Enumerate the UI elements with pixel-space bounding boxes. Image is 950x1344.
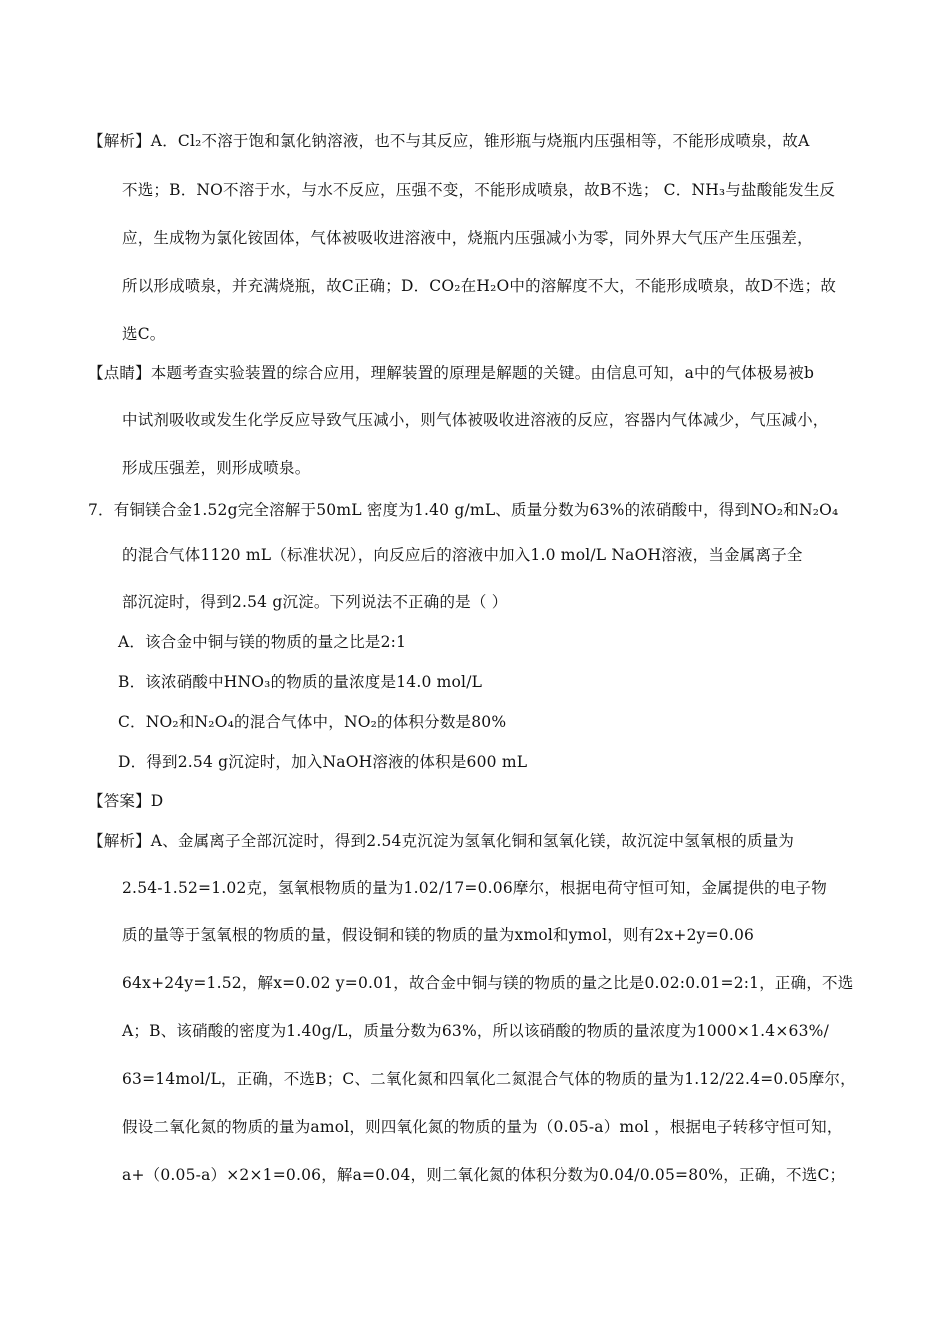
comment-line-2: 中试剂吸收或发生化学反应导致气压减小，则气体被吸收进溶液的反应，容器内气体减少，气压减小， [122, 411, 829, 429]
solution-line-4: 64x+24y=1.52，解x=0.02 y=0.01，故合金中铜与镁的物质的量之比是0.02:0.01=2:1，正确，不选 [122, 974, 854, 992]
solution-line-3: 质的量等于氢氧根的物质的量，假设铜和镁的物质的量为xmol和ymol，则有2x+2y=0.06 [122, 926, 755, 944]
solution-line-8: a+（0.05-a）×2×1=0.06，解a=0.04，则二氧化氮的体积分数为0.04/0.05=80%，正确，不选C； [122, 1166, 846, 1184]
solution-line-7: 假设二氧化氮的物质的量为amol，则四氧化氮的物质的量为（0.05-a）mol ，根据电子转移守恒可知， [122, 1118, 843, 1136]
analysis-line-3: 应，生成物为氯化铵固体，气体被吸收进溶液中，烧瓶内压强减小为零，同外界大气压产生压强差， [122, 229, 813, 247]
analysis-line-5: 选C。 [122, 325, 166, 343]
analysis-line-1: 【解析】A．Cl₂不溶于饱和氯化钠溶液，也不与其反应，锥形瓶与烧瓶内压强相等，不能形成喷泉，故A [88, 132, 810, 150]
question-7-line-1: 7．有铜镁合金1.52g完全溶解于50mL 密度为1.40 g/mL、质量分数为63%的浓硝酸中，得到NO₂和N₂O₄ [88, 501, 839, 519]
option-d: D．得到2.54 g沉淀时，加入NaOH溶液的体积是600 mL [118, 753, 528, 771]
question-7-line-3: 部沉淀时，得到2.54 g沉淀。下列说法不正确的是（ ） [122, 593, 508, 611]
comment-line-1: 【点睛】本题考查实验装置的综合应用，理解装置的原理是解题的关键。由信息可知，a中的气体极易被b [88, 364, 815, 382]
answer-line: 【答案】D [88, 792, 164, 810]
solution-line-2: 2.54-1.52=1.02克，氢氧根物质的量为1.02/17=0.06摩尔，根据电荷守恒可知，金属提供的电子物 [122, 879, 827, 897]
solution-line-1: 【解析】A、金属离子全部沉淀时，得到2.54克沉淀为氢氧化铜和氢氧化镁，故沉淀中氢氧根的质量为 [88, 832, 795, 850]
analysis-line-2: 不选；B．NO不溶于水，与水不反应，压强不变，不能形成喷泉，故B不选； C．NH₃与盐酸能发生反 [122, 181, 836, 199]
solution-line-5: A；B、该硝酸的密度为1.40g/L，质量分数为63%，所以该硝酸的物质的量浓度为1000×1.4×63%/ [122, 1022, 830, 1040]
comment-line-3: 形成压强差，则形成喷泉。 [122, 459, 311, 477]
option-b: B．该浓硝酸中HNO₃的物质的量浓度是14.0 mol/L [118, 673, 483, 691]
solution-line-6: 63=14mol/L，正确，不选B；C、二氧化氮和四氧化二氮混合气体的物质的量为1.12/22.4=0.05摩尔， [122, 1070, 856, 1088]
analysis-line-4: 所以形成喷泉，并充满烧瓶，故C正确；D．CO₂在H₂O中的溶解度不大，不能形成喷泉，故D不选；故 [122, 277, 837, 295]
option-a: A．该合金中铜与镁的物质的量之比是2:1 [118, 633, 407, 651]
question-7-line-2: 的混合气体1120 mL（标准状况），向反应后的溶液中加入1.0 mol/L NaOH溶液，当金属离子全 [122, 546, 803, 564]
option-c: C．NO₂和N₂O₄的混合气体中，NO₂的体积分数是80% [118, 713, 507, 731]
